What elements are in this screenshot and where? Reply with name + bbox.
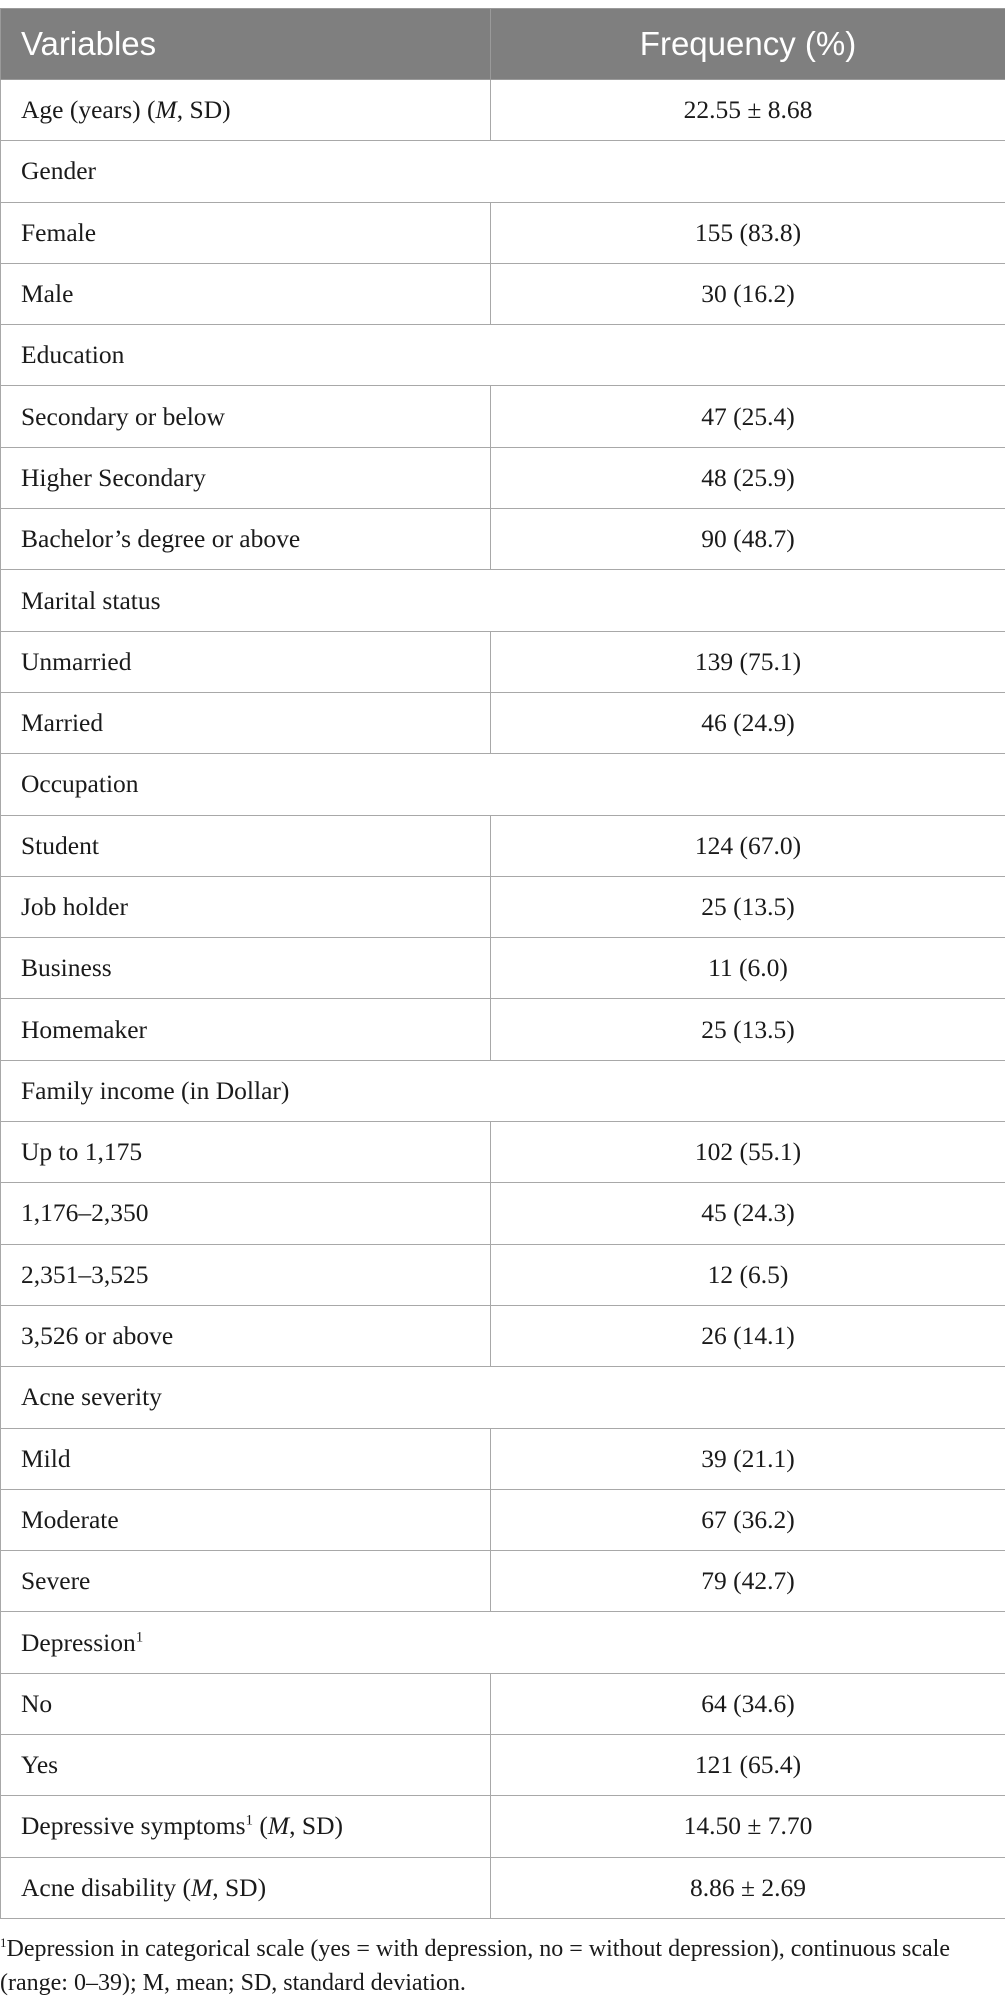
row-label: Business [1,938,491,999]
row-label: Unmarried [1,631,491,692]
row-label: Higher Secondary [1,447,491,508]
row-label: Acne disability (M, SD) [1,1857,491,1918]
row-value: 25 (13.5) [491,999,1005,1060]
row-value: 155 (83.8) [491,202,1005,263]
row-label: Yes [1,1735,491,1796]
table-row [1,1122,1005,1183]
row-value: 30 (16.2) [491,263,1005,324]
section-label: Occupation [1,754,1005,815]
table-row [1,263,1005,324]
section-label: Family income (in Dollar) [1,1060,1005,1121]
row-value: 121 (65.4) [491,1735,1005,1796]
row-label: Moderate [1,1489,491,1550]
row-value: 90 (48.7) [491,509,1005,570]
row-value: 22.55 ± 8.68 [491,80,1005,141]
row-label: Mild [1,1428,491,1489]
table-row [1,1673,1005,1734]
row-label: Secondary or below [1,386,491,447]
table-row [1,1489,1005,1550]
row-value: 39 (21.1) [491,1428,1005,1489]
footnote-marker: 1 [135,1629,144,1646]
row-value: 48 (25.9) [491,447,1005,508]
header-variables: Variables [1,9,491,80]
section-label: Education [1,325,1005,386]
section-label: Depression$^1$ [1,1612,1005,1673]
row-value: 102 (55.1) [491,1122,1005,1183]
row-value: 67 (36.2) [491,1489,1005,1550]
section-label: Gender [1,141,1005,202]
table-row [1,1551,1005,1612]
row-label: Student [1,815,491,876]
section-row [1,1367,1005,1428]
row-value: 25 (13.5) [491,876,1005,937]
section-row [1,1612,1005,1673]
table-row [1,202,1005,263]
row-label: Age (years) (M, SD) [1,80,491,141]
row-label: Homemaker [1,999,491,1060]
table-row [1,447,1005,508]
table-row [1,1428,1005,1489]
section-row [1,325,1005,386]
section-row [1,1060,1005,1121]
table-row [1,1735,1005,1796]
table-row [1,876,1005,937]
row-label: Married [1,692,491,753]
row-value: 14.50 ± 7.70 [491,1796,1005,1857]
row-value: 11 (6.0) [491,938,1005,999]
demographics-table [0,8,1005,1919]
row-value: 47 (25.4) [491,386,1005,447]
row-label: Job holder [1,876,491,937]
row-label: 2,351–3,525 [1,1244,491,1305]
table-row [1,1305,1005,1366]
row-value: 46 (24.9) [491,692,1005,753]
row-label: 3,526 or above [1,1305,491,1366]
section-row [1,570,1005,631]
table-row [1,1183,1005,1244]
section-row [1,754,1005,815]
table-row [1,386,1005,447]
table-row [1,631,1005,692]
row-label: Depressive symptoms$^1$ (M, SD) [1,1796,491,1857]
row-label: Severe [1,1551,491,1612]
row-label: No [1,1673,491,1734]
section-row [1,141,1005,202]
row-value: 26 (14.1) [491,1305,1005,1366]
row-value: 124 (67.0) [491,815,1005,876]
table-row [1,1857,1005,1918]
table-header-row [1,9,1005,80]
section-label: Acne severity [1,1367,1005,1428]
section-label: Marital status [1,570,1005,631]
table-row [1,815,1005,876]
table-row [1,692,1005,753]
footnote-marker: 1 [245,1812,254,1829]
row-label: Up to 1,175 [1,1122,491,1183]
table-footnote [0,1932,1000,2000]
row-value: 45 (24.3) [491,1183,1005,1244]
row-label: 1,176–2,350 [1,1183,491,1244]
header-frequency: Frequency (%) [491,9,1005,80]
row-value: 79 (42.7) [491,1551,1005,1612]
row-label: Male [1,263,491,324]
row-label: Female [1,202,491,263]
row-value: 12 (6.5) [491,1244,1005,1305]
demographics-table-container [0,8,1005,1919]
table-row [1,509,1005,570]
row-value: 8.86 ± 2.69 [491,1857,1005,1918]
table-row [1,80,1005,141]
row-label: Bachelor’s degree or above [1,509,491,570]
row-value: 64 (34.6) [491,1673,1005,1734]
footnote-text: Depression in categorical scale (yes = with depression, no = without depression), continuous scale (range: 0–39); M, mean; SD, standard deviation. [0,1936,950,1996]
footnote-marker: 1 [0,1935,7,1950]
table-row [1,1796,1005,1857]
row-value: 139 (75.1) [491,631,1005,692]
table-row [1,999,1005,1060]
table-row [1,1244,1005,1305]
table-row [1,938,1005,999]
